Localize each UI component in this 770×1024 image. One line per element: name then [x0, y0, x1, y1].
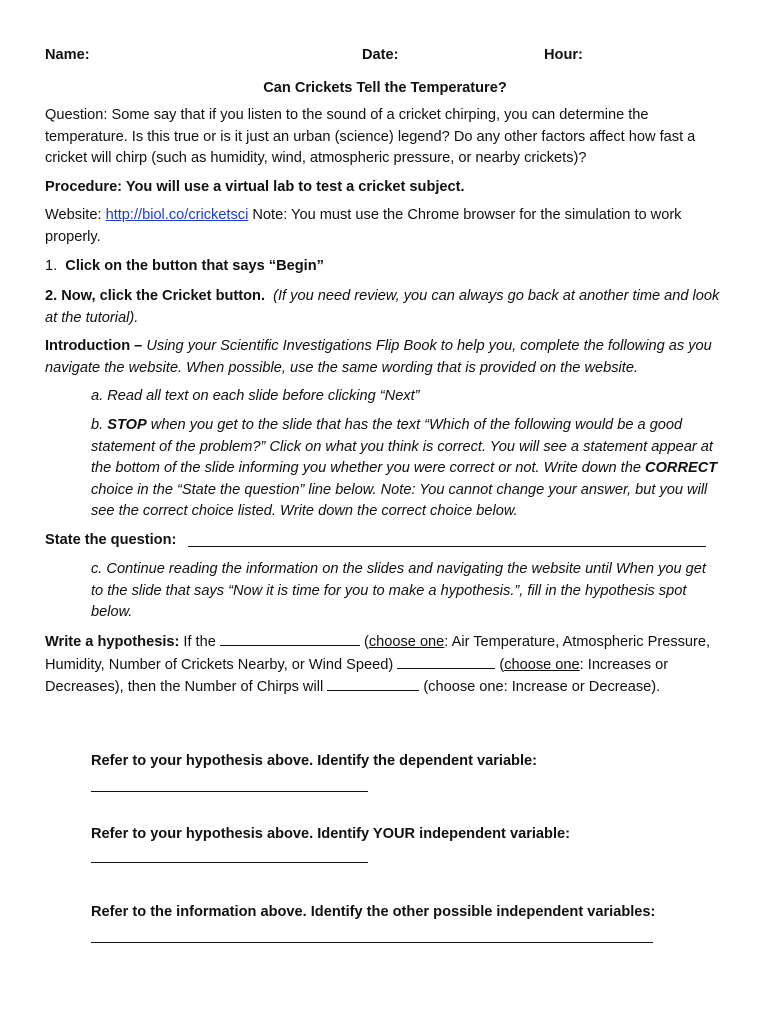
hypothesis-label: Write a hypothesis: [45, 634, 180, 650]
procedure-line: Procedure: You will use a virtual lab to test a cricket subject. [45, 179, 465, 195]
step-2-italic: (If you need review, you can always go back at another time and look at the tutorial). [45, 288, 720, 326]
item-c: c. Continue reading the information on the slides and navigating the website until When you get to the slide that says “Now it is time for you to make a hypothesis.”, fill in the hypothesis spot below. [91, 561, 706, 620]
step-1-text: Click on the button that says “Begin” [65, 258, 324, 274]
other-variables-blank[interactable] [91, 942, 653, 943]
introduction-label: Introduction – [45, 338, 143, 354]
refer-dependent-label: Refer to your hypothesis above. Identify the dependent variable: [91, 753, 538, 769]
hypothesis-paren-1: ( [359, 634, 369, 650]
date-label: Date: [362, 47, 399, 63]
introduction-paragraph [45, 336, 730, 379]
question-paragraph: Question: Some say that if you listen to the sound of a cricket chirping, you can determine the temperature. Is this true or is it just an urban (science) legend? Do any other factors affect how fast a cricket will chirp (such as humidity, wind, atmospheric pressure, or nearby crickets)? [45, 107, 696, 166]
item-b-prefix: b. [91, 417, 108, 433]
item-b-stop: STOP [107, 417, 147, 433]
step-2 [45, 286, 730, 329]
worksheet-title: Can Crickets Tell the Temperature? [263, 80, 507, 96]
website-paragraph [45, 205, 730, 248]
item-b-correct: CORRECT [645, 460, 718, 476]
state-question-blank[interactable] [188, 546, 706, 547]
website-note: Note: You must use the Chrome browser for the simulation to work properly. [45, 207, 682, 245]
independent-variable-blank[interactable] [91, 862, 368, 863]
dependent-variable-blank[interactable] [91, 791, 368, 792]
website-link[interactable]: http://biol.co/cricketsci [105, 207, 249, 223]
refer-other-variables-label: Refer to the information above. Identify the other possible independent variables: [91, 904, 656, 920]
introduction-text: Using your Scientific Investigations Flip Book to help you, complete the following as you navigate the website. When possible, use the same wording that is provided on the website. [45, 338, 712, 376]
hypothesis-blank-1[interactable] [220, 631, 360, 646]
name-label: Name: [45, 47, 90, 63]
hypothesis-options-3: (choose one: Increase or Decrease). [419, 679, 661, 695]
item-b [91, 415, 721, 523]
step-1 [45, 256, 730, 278]
step-2-bold: 2. Now, click the Cricket button. [45, 288, 266, 304]
hypothesis-blank-3[interactable] [327, 676, 419, 691]
hypothesis-choose-1: choose one [368, 634, 445, 650]
hypothesis-paren-2: ( [495, 656, 505, 673]
hypothesis-if: If the [179, 634, 220, 650]
hypothesis-options-1: : Air Temperature, Atmospheric Pressure, Humidity, Number of Crickets Nearby, or Wind Speed) [45, 634, 711, 673]
hypothesis-paragraph [45, 631, 730, 699]
item-a: a. Read all text on each slide before clicking “Next” [91, 388, 420, 404]
website-label: Website: [45, 207, 106, 223]
hypothesis-blank-2[interactable] [397, 654, 495, 669]
hour-label: Hour: [544, 47, 583, 63]
refer-independent-label: Refer to your hypothesis above. Identify YOUR independent variable: [91, 826, 570, 842]
state-question-label: State the question: [45, 532, 177, 548]
step-1-number: 1. [45, 258, 58, 274]
hypothesis-options-2: : Increases or Decreases), then the Number of Chirps will [45, 656, 669, 695]
item-b-mid: when you get to the slide that has the text “Which of the following would be a good statement of the problem?” Click on what you think is correct. You will see a statement appear at the bottom of the slide informing you whether you were correct or not. Write down the [91, 417, 713, 476]
item-b-end: choice in the “State the question” line below. Note: You cannot change your answer, but you will see the correct choice listed. Write down the correct choice below. [91, 481, 708, 519]
hypothesis-choose-2: choose one [504, 656, 580, 673]
